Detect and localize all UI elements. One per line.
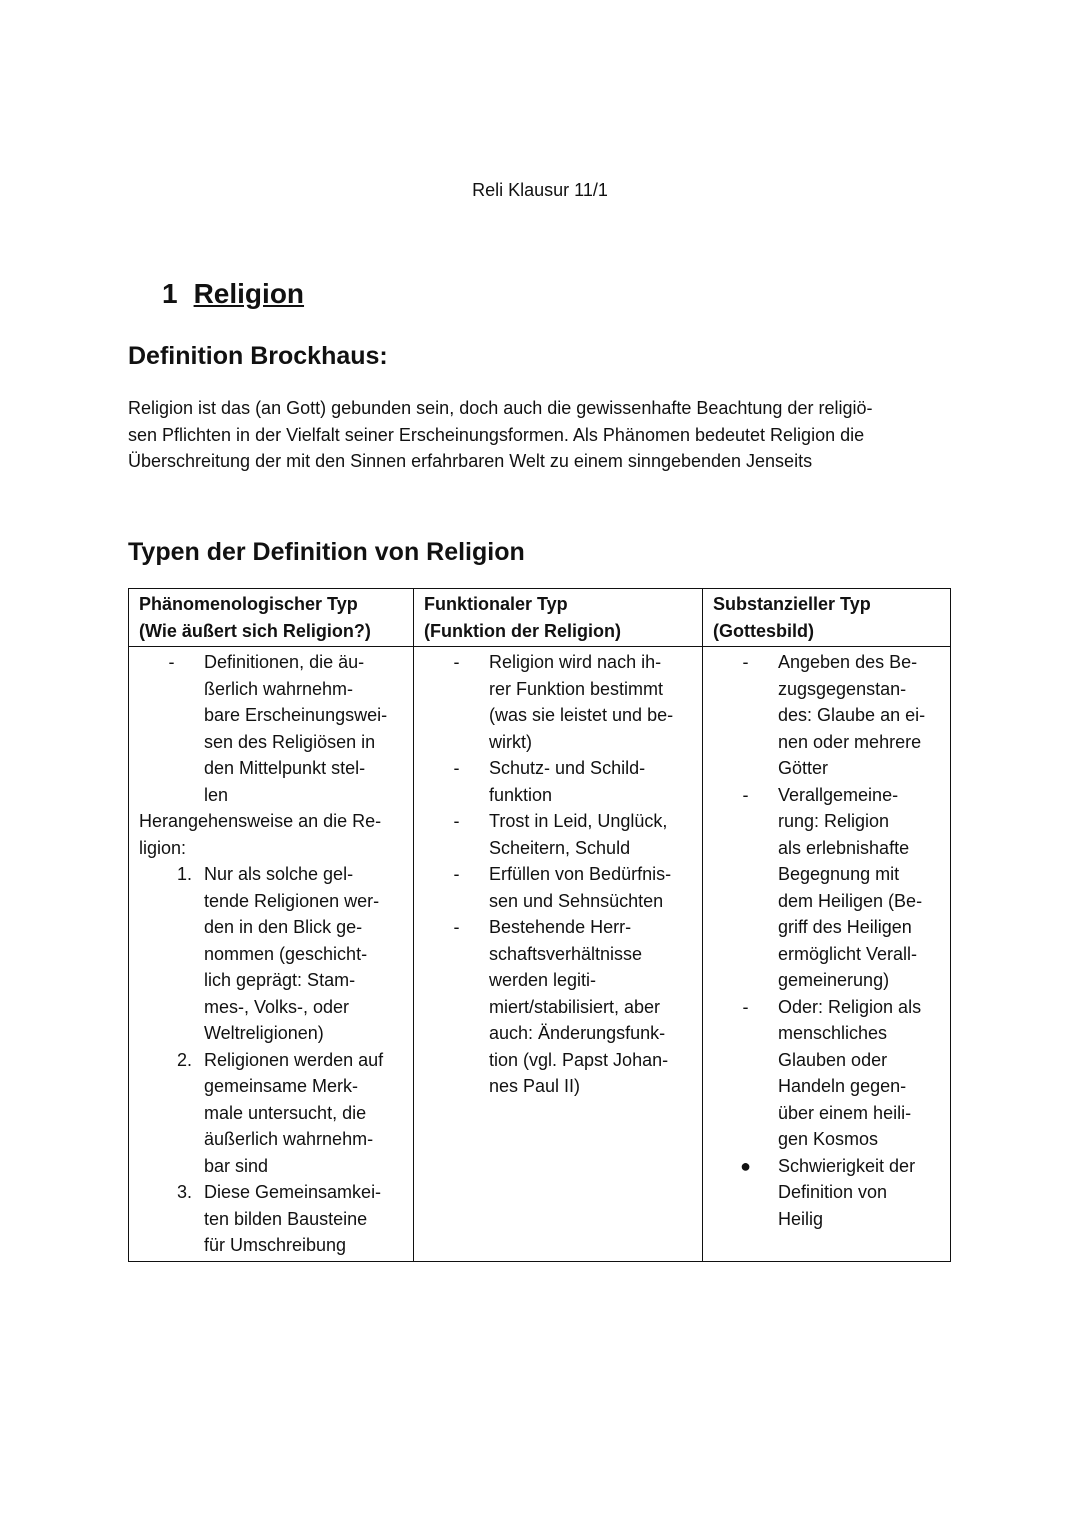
text-line: len [204,784,229,805]
text-line: Begegnung mit [778,864,900,884]
text-line: griff des Heiligen [778,917,912,937]
cell-functional [414,647,703,1262]
text-line: Angeben des Be- [778,652,918,672]
list-item [713,994,942,1153]
text-line: auch: Änderungsfunk- [489,1023,666,1043]
list-item [713,782,942,994]
list-bullet: - [453,758,460,778]
text-line: den in den Blick ge- [204,917,363,937]
list-item [139,861,405,1047]
list-bullet: - [742,996,749,1017]
list-number: 1. [176,864,192,884]
approach-line: Herangehensweise an die Re- [139,811,382,831]
list-bullet: - [742,784,749,805]
list-bullet: ● [740,1155,751,1176]
text-line: bar sind [204,1155,269,1176]
text-line: Erfüllen von Bedürfnis- [489,864,672,884]
header-line: (Funktion der Religion) [424,620,621,641]
text-line: Schwierigkeit der [778,1155,916,1176]
header-phenomenological [129,589,414,647]
definition-line: Religion ist das (an Gott) gebunden sein, doch auch die gewissenhafte Beachtung der religiö- [128,398,873,418]
text-line: tende Religionen wer- [204,890,380,911]
header-line: (Gottesbild) [713,620,814,641]
text-line: ßerlich wahrnehm- [204,678,354,699]
list-item [139,1179,405,1259]
page-header: Reli Klausur 11/1 [472,180,608,200]
text-line: Heilig [778,1208,824,1229]
text-line: Weltreligionen) [204,1023,324,1043]
list-item-text [204,1047,405,1180]
cell-phenomenological [129,647,414,1262]
text-line: Religionen werden auf [204,1049,384,1070]
list-item [424,649,694,755]
list-bullet: - [453,917,460,937]
list-item [713,1153,942,1233]
list-item-text [204,1179,405,1259]
list-item [713,649,942,782]
types-table [128,588,951,1262]
list-item-text [778,1153,942,1233]
definition-heading: Definition Brockhaus: [128,342,388,370]
text-line: zugsgegenstan- [778,678,907,699]
list-bullet: - [453,864,460,884]
header-substantial [703,589,951,647]
text-line: ten bilden Bausteine [204,1208,368,1229]
text-line: Nur als solche gel- [204,864,354,884]
text-line: Oder: Religion als [778,996,922,1017]
definition-line: Überschreitung der mit den Sinnen erfahrbaren Welt zu einem sinngebenden Jenseits [128,451,813,471]
text-line: Trost in Leid, Unglück, [489,811,668,831]
text-line: dem Heiligen (Be- [778,890,923,911]
header-functional [414,589,703,647]
text-line: des: Glaube an ei- [778,705,926,725]
text-line: Götter [778,758,829,778]
text-line: werden legiti- [489,970,597,990]
text-line: rung: Religion [778,811,890,831]
list-bullet: - [742,652,749,672]
table-body-row [129,647,951,1262]
text-line: gen Kosmos [778,1129,879,1149]
list-bullet: - [168,652,175,672]
text-line: als erlebnishafte [778,837,910,858]
text-line: nen oder mehrere [778,731,922,752]
list-item-text [489,861,694,914]
list-item [424,914,694,1100]
list-item [424,755,694,808]
text-line: lich geprägt: Stam- [204,970,356,990]
text-line: wirkt) [489,731,532,752]
text-line: bare Erscheinungswei- [204,705,388,725]
header-line: (Wie äußert sich Religion?) [139,620,371,641]
list-item [139,1047,405,1180]
definition-line: sen Pflichten in der Vielfalt seiner Erscheinungsformen. Als Phänomen bedeutet Religion die [128,424,865,445]
text-line: Diese Gemeinsamkei- [204,1182,382,1202]
list-item-text [489,649,694,755]
list-number: 3. [176,1182,192,1202]
text-line: miert/stabilisiert, aber [489,996,661,1017]
chapter-heading [162,278,304,310]
list-bullet: - [453,811,460,831]
header-line: Funktionaler Typ [424,594,568,614]
text-line: Scheitern, Schuld [489,837,631,858]
text-line: Definition von [778,1182,888,1202]
list-number: 2. [176,1049,192,1070]
table-header-row [129,589,951,647]
text-line: sen und Sehnsüchten [489,890,664,911]
list-item [139,649,405,808]
list-item-text [489,914,694,1100]
types-heading: Typen der Definition von Religion [128,538,525,566]
list-item-text [489,808,694,861]
text-line: gemeinerung) [778,970,890,990]
text-line: Religion wird nach ih- [489,652,662,672]
text-line: Schutz- und Schild- [489,758,646,778]
header-line: Substanzieller Typ [713,594,871,614]
list-item-text [204,861,405,1047]
list-item-text [489,755,694,808]
header-line: Phänomenologischer Typ [139,594,358,614]
text-line: den Mittelpunkt stel- [204,758,366,778]
text-line: Bestehende Herr- [489,917,632,937]
text-line: gemeinsame Merk- [204,1076,359,1096]
text-line: (was sie leistet und be- [489,705,674,725]
text-line: funktion [489,784,553,805]
text-line: rer Funktion bestimmt [489,678,664,699]
text-line: äußerlich wahrnehm- [204,1129,374,1149]
list-item-text [778,994,942,1153]
text-line: sen des Religiösen in [204,731,376,752]
chapter-title: Religion [193,278,305,309]
text-line: für Umschreibung [204,1235,347,1255]
text-line: schaftsverhältnisse [489,943,643,964]
list-item [424,808,694,861]
text-line: Verallgemeine- [778,784,899,805]
text-line: Glauben oder [778,1049,888,1070]
text-line: mes-, Volks-, oder [204,996,350,1017]
approach-line: ligion: [139,837,187,858]
text-line: Definitionen, die äu- [204,652,365,672]
text-line: nes Paul II) [489,1076,581,1096]
text-line: menschliches [778,1023,888,1043]
text-line: ermöglicht Verall- [778,943,918,964]
list-bullet: - [453,652,460,672]
chapter-number: 1 [162,278,178,309]
list-item-text [778,649,942,782]
list-item-text [778,782,942,994]
text-line: male untersucht, die [204,1102,367,1123]
list-item-text [204,649,405,808]
text-line: tion (vgl. Papst Johan- [489,1049,669,1070]
text-line: Handeln gegen- [778,1076,907,1096]
list-item [424,861,694,914]
text-line: über einem heili- [778,1102,912,1123]
text-line: nommen (geschicht- [204,943,368,964]
definition-paragraph [128,395,952,475]
cell-substantial [703,647,951,1262]
